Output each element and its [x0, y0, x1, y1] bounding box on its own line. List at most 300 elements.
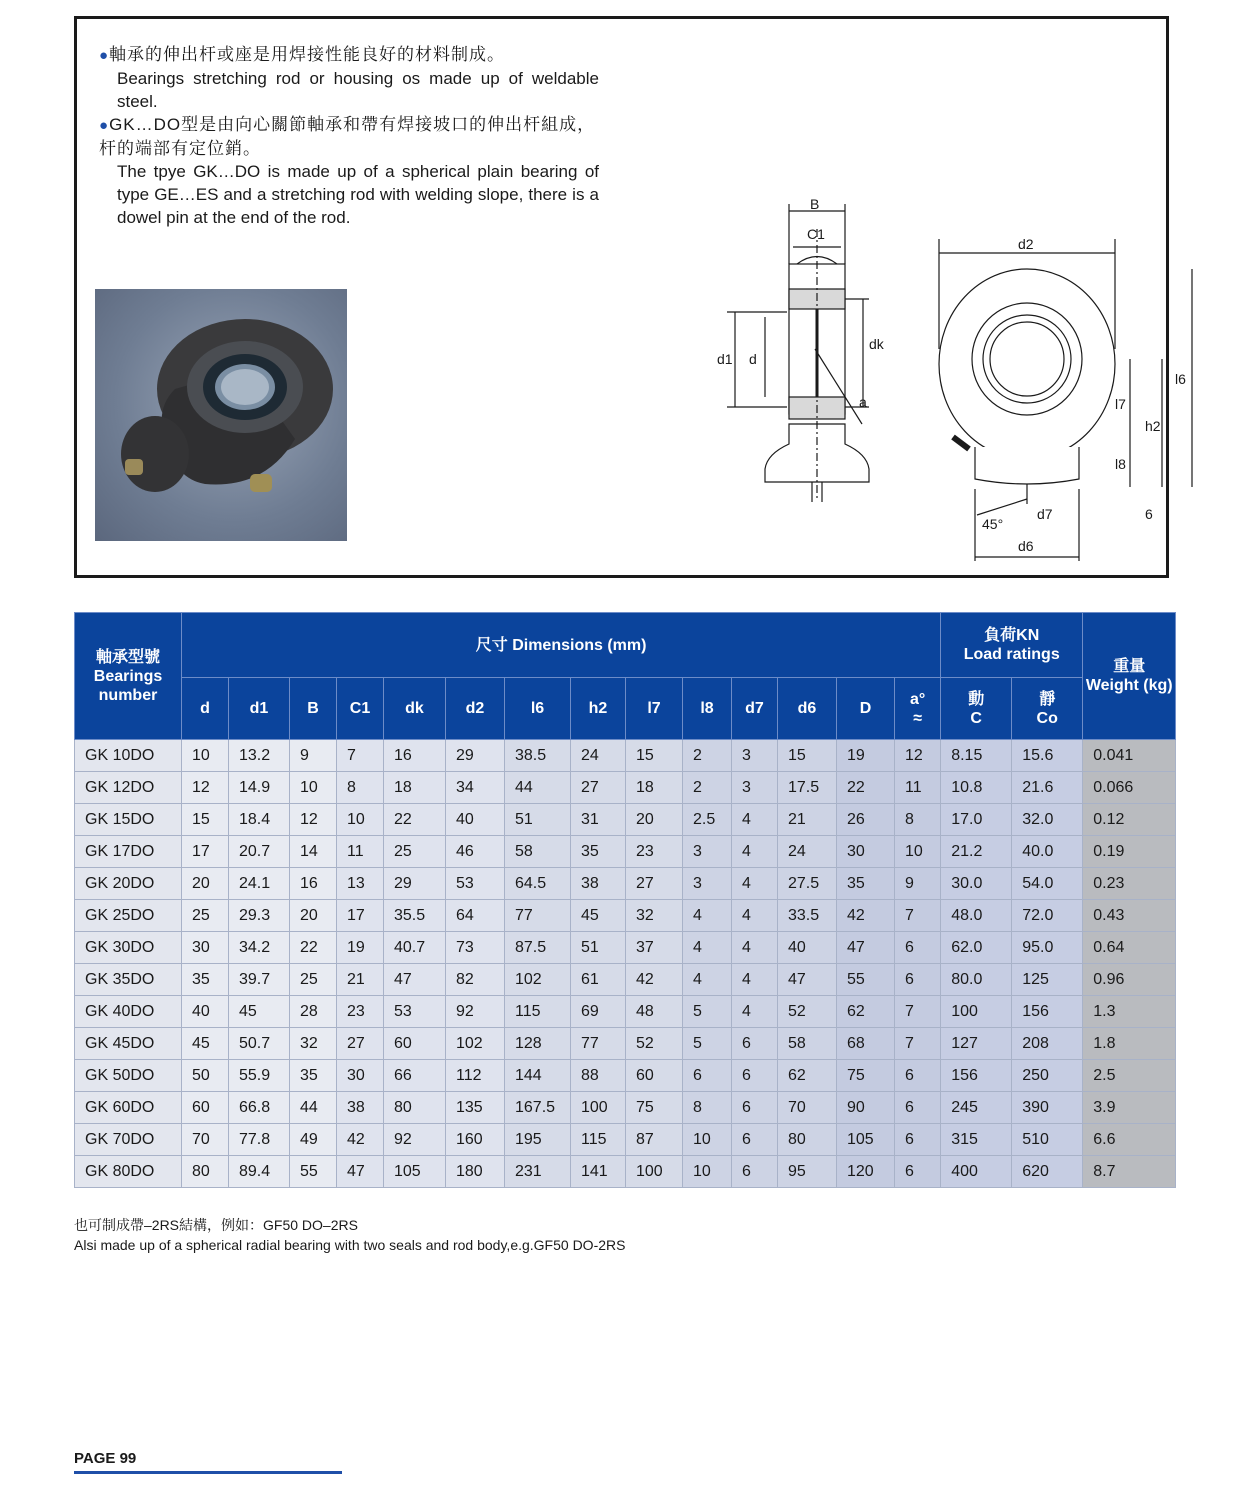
dimension-cell: 4: [683, 932, 732, 964]
dimension-cell: 25: [384, 836, 446, 868]
bullet2-en: The tpye GK…DO is made up of a spherical plain bearing of type GE…ES and a stretching rod with welding slope, there is a dowel pin at the end of the rod.: [117, 162, 599, 227]
model-cell: GK 12DO: [75, 772, 182, 804]
load-cell: 62.0: [941, 932, 1012, 964]
weight-cell: 0.64: [1083, 932, 1176, 964]
dimension-cell: 92: [384, 1124, 446, 1156]
dimension-cell: 112: [446, 1060, 505, 1092]
dimension-cell: 58: [505, 836, 571, 868]
dimension-cell: 22: [290, 932, 337, 964]
dimension-cell: 29: [384, 868, 446, 900]
weight-cell: 6.6: [1083, 1124, 1176, 1156]
dimension-cell: 75: [837, 1060, 895, 1092]
dimension-cell: 18: [384, 772, 446, 804]
label-d2: d2: [1018, 236, 1034, 252]
col-alpha: a° ≈: [895, 678, 941, 740]
col-l6: l6: [505, 678, 571, 740]
dimension-cell: 46: [446, 836, 505, 868]
table-row: [75, 900, 1176, 932]
dimension-cell: 12: [182, 772, 229, 804]
dimension-cell: 53: [384, 996, 446, 1028]
dimension-cell: 144: [505, 1060, 571, 1092]
dimension-cell: 8: [337, 772, 384, 804]
dimension-cell: 18: [626, 772, 683, 804]
dimension-cell: 32: [626, 900, 683, 932]
dimension-cell: 20.7: [229, 836, 290, 868]
page-number: PAGE 99: [74, 1450, 137, 1467]
dimension-cell: 10: [895, 836, 941, 868]
dimension-cell: 102: [446, 1028, 505, 1060]
col-d1: d1: [229, 678, 290, 740]
load-cell: 30.0: [941, 868, 1012, 900]
model-cell: GK 35DO: [75, 964, 182, 996]
dimension-cell: 37: [626, 932, 683, 964]
table-row: [75, 740, 1176, 772]
dimension-cell: 2: [683, 740, 732, 772]
dimension-cell: 8: [683, 1092, 732, 1124]
dimension-cell: 44: [505, 772, 571, 804]
bullet-dot: ●: [99, 47, 110, 64]
dimension-cell: 13.2: [229, 740, 290, 772]
dimension-cell: 27: [626, 868, 683, 900]
dimension-cell: 27: [337, 1028, 384, 1060]
load-cell: 400: [941, 1156, 1012, 1188]
dimension-cell: 40: [446, 804, 505, 836]
load-cell: 54.0: [1012, 868, 1083, 900]
dimension-cell: 39.7: [229, 964, 290, 996]
dimension-cell: 195: [505, 1124, 571, 1156]
dimension-cell: 35: [182, 964, 229, 996]
dimension-cell: 6: [895, 964, 941, 996]
dimension-cell: 52: [778, 996, 837, 1028]
dimension-cell: 31: [571, 804, 626, 836]
dimension-cell: 35.5: [384, 900, 446, 932]
dimension-cell: 70: [182, 1124, 229, 1156]
dimension-cell: 29.3: [229, 900, 290, 932]
dimension-cell: 24: [571, 740, 626, 772]
col-l7: l7: [626, 678, 683, 740]
dimension-cell: 88: [571, 1060, 626, 1092]
dimension-cell: 3: [683, 836, 732, 868]
col-static-load: 靜 Co: [1012, 678, 1083, 740]
dimension-cell: 70: [778, 1092, 837, 1124]
dimension-cell: 80: [384, 1092, 446, 1124]
table-row: [75, 868, 1176, 900]
load-cell: 8.15: [941, 740, 1012, 772]
dimension-cell: 160: [446, 1124, 505, 1156]
bullet2-zh: ●GK…DO型是由向心關節軸承和帶有焊接坡口的伸出杆組成，杆的端部有定位銷。: [99, 115, 596, 158]
footnote: [74, 1215, 625, 1255]
intro-text: [99, 43, 599, 229]
model-cell: GK 80DO: [75, 1156, 182, 1188]
dimension-cell: 38.5: [505, 740, 571, 772]
col-B: B: [290, 678, 337, 740]
dimension-cell: 45: [571, 900, 626, 932]
dimension-cell: 42: [626, 964, 683, 996]
load-cell: 17.0: [941, 804, 1012, 836]
dimension-cell: 4: [683, 900, 732, 932]
dimension-cell: 20: [182, 868, 229, 900]
model-cell: GK 17DO: [75, 836, 182, 868]
label-B: B: [810, 196, 820, 212]
dimension-cell: 62: [778, 1060, 837, 1092]
dimension-cell: 60: [626, 1060, 683, 1092]
label-a: a: [859, 394, 867, 410]
dimension-cell: 42: [337, 1124, 384, 1156]
dimension-cell: 100: [626, 1156, 683, 1188]
dimension-cell: 10: [683, 1156, 732, 1188]
model-cell: GK 20DO: [75, 868, 182, 900]
dimension-cell: 25: [182, 900, 229, 932]
dimension-cell: 62: [837, 996, 895, 1028]
dimension-cell: 68: [837, 1028, 895, 1060]
dimension-cell: 4: [683, 964, 732, 996]
dimension-cell: 27: [571, 772, 626, 804]
dimension-cell: 100: [571, 1092, 626, 1124]
dimension-cell: 8: [895, 804, 941, 836]
dimension-cell: 55: [837, 964, 895, 996]
label-d: d: [749, 351, 757, 367]
dimension-cell: 69: [571, 996, 626, 1028]
model-cell: GK 60DO: [75, 1092, 182, 1124]
dimension-cell: 25: [290, 964, 337, 996]
col-d2: d2: [446, 678, 505, 740]
dimension-cell: 73: [446, 932, 505, 964]
label-l7: l7: [1115, 396, 1126, 412]
dimension-cell: 77.8: [229, 1124, 290, 1156]
col-l8: l8: [683, 678, 732, 740]
weight-cell: 0.041: [1083, 740, 1176, 772]
load-cell: 15.6: [1012, 740, 1083, 772]
dimension-cell: 2.5: [683, 804, 732, 836]
dimension-cell: 47: [384, 964, 446, 996]
label-6: 6: [1145, 506, 1153, 522]
dimension-cell: 80: [778, 1124, 837, 1156]
dimension-cell: 23: [337, 996, 384, 1028]
dimension-cell: 7: [895, 1028, 941, 1060]
dimension-cell: 34.2: [229, 932, 290, 964]
table-body: [75, 740, 1176, 1188]
dimension-cell: 15: [626, 740, 683, 772]
dimension-cell: 66: [384, 1060, 446, 1092]
dimension-cell: 50: [182, 1060, 229, 1092]
load-cell: 208: [1012, 1028, 1083, 1060]
table-row: [75, 804, 1176, 836]
weight-cell: 8.7: [1083, 1156, 1176, 1188]
dimension-cell: 30: [837, 836, 895, 868]
dimension-cell: 60: [384, 1028, 446, 1060]
dimension-cell: 17.5: [778, 772, 837, 804]
bullet1-en: Bearings stretching rod or housing os made up of weldable steel.: [117, 69, 599, 111]
dimension-cell: 51: [571, 932, 626, 964]
table-row: [75, 932, 1176, 964]
weight-cell: 0.43: [1083, 900, 1176, 932]
dimension-cell: 3: [683, 868, 732, 900]
load-cell: 80.0: [941, 964, 1012, 996]
dimension-cell: 12: [895, 740, 941, 772]
dimension-cell: 58: [778, 1028, 837, 1060]
dimension-cell: 32: [290, 1028, 337, 1060]
dimension-cell: 120: [837, 1156, 895, 1188]
dimension-cell: 167.5: [505, 1092, 571, 1124]
dimension-cell: 6: [895, 932, 941, 964]
dimension-cell: 15: [182, 804, 229, 836]
dimension-cell: 30: [337, 1060, 384, 1092]
weight-cell: 0.19: [1083, 836, 1176, 868]
dimension-cell: 47: [837, 932, 895, 964]
footnote-en: Alsi made up of a spherical radial bearing with two seals and rod body,e.g.GF50 DO-2RS: [74, 1237, 626, 1253]
dimension-cell: 89.4: [229, 1156, 290, 1188]
dimension-cell: 7: [895, 900, 941, 932]
weight-cell: 3.9: [1083, 1092, 1176, 1124]
dimension-cell: 9: [895, 868, 941, 900]
label-l6: l6: [1175, 371, 1186, 387]
dimension-cell: 77: [505, 900, 571, 932]
model-cell: GK 40DO: [75, 996, 182, 1028]
dimension-cell: 22: [837, 772, 895, 804]
dimension-cell: 17: [337, 900, 384, 932]
load-cell: 95.0: [1012, 932, 1083, 964]
col-dynamic-load: 動 C: [941, 678, 1012, 740]
dimension-cell: 90: [837, 1092, 895, 1124]
table-row: [75, 1124, 1176, 1156]
weight-header: 重量 Weight (kg): [1083, 613, 1176, 740]
dimension-cell: 128: [505, 1028, 571, 1060]
model-cell: GK 25DO: [75, 900, 182, 932]
dimension-cell: 11: [337, 836, 384, 868]
dimension-cell: 115: [571, 1124, 626, 1156]
dimension-cell: 6: [895, 1124, 941, 1156]
col-C1: C1: [337, 678, 384, 740]
footnote-zh: 也可制成帶–2RS結構，例如：GF50 DO–2RS: [74, 1217, 358, 1233]
dimension-cell: 7: [895, 996, 941, 1028]
dimension-cell: 16: [384, 740, 446, 772]
load-cell: 40.0: [1012, 836, 1083, 868]
table-row: [75, 1028, 1176, 1060]
dimension-cell: 4: [732, 868, 778, 900]
dimension-cell: 33.5: [778, 900, 837, 932]
dimension-cell: 6: [895, 1060, 941, 1092]
dimension-cell: 29: [446, 740, 505, 772]
load-cell: 390: [1012, 1092, 1083, 1124]
dimension-cell: 87: [626, 1124, 683, 1156]
dimension-cell: 6: [732, 1028, 778, 1060]
dimension-cell: 21: [337, 964, 384, 996]
dimension-cell: 35: [837, 868, 895, 900]
dimension-cell: 231: [505, 1156, 571, 1188]
dimension-cell: 21: [778, 804, 837, 836]
dimension-cell: 28: [290, 996, 337, 1028]
dimension-cell: 87.5: [505, 932, 571, 964]
dimension-cell: 5: [683, 1028, 732, 1060]
load-cell: 10.8: [941, 772, 1012, 804]
load-cell: 250: [1012, 1060, 1083, 1092]
dimension-cell: 20: [626, 804, 683, 836]
dimension-cell: 4: [732, 836, 778, 868]
dimension-cell: 10: [290, 772, 337, 804]
weight-cell: 1.3: [1083, 996, 1176, 1028]
table-row: [75, 996, 1176, 1028]
load-cell: 72.0: [1012, 900, 1083, 932]
dimension-cell: 24: [778, 836, 837, 868]
label-l8: l8: [1115, 456, 1126, 472]
dimension-cell: 60: [182, 1092, 229, 1124]
dimension-cell: 92: [446, 996, 505, 1028]
dimension-cell: 44: [290, 1092, 337, 1124]
col-dk: dk: [384, 678, 446, 740]
dimension-cell: 4: [732, 804, 778, 836]
load-cell: 100: [941, 996, 1012, 1028]
dimension-cell: 102: [505, 964, 571, 996]
product-photo: [95, 289, 347, 541]
weight-cell: 0.96: [1083, 964, 1176, 996]
dimension-cell: 10: [683, 1124, 732, 1156]
label-d6: d6: [1018, 538, 1034, 554]
dimension-cell: 30: [182, 932, 229, 964]
dimension-cell: 40: [778, 932, 837, 964]
dimension-cell: 14.9: [229, 772, 290, 804]
table-row: [75, 964, 1176, 996]
table-row: [75, 1060, 1176, 1092]
dimension-cell: 53: [446, 868, 505, 900]
dimension-cell: 23: [626, 836, 683, 868]
dimension-cell: 64.5: [505, 868, 571, 900]
dimension-cell: 38: [337, 1092, 384, 1124]
weight-cell: 0.066: [1083, 772, 1176, 804]
label-h2: h2: [1145, 418, 1161, 434]
dimension-cell: 45: [229, 996, 290, 1028]
dimension-cell: 18.4: [229, 804, 290, 836]
dimension-cell: 3: [732, 740, 778, 772]
dimension-cell: 20: [290, 900, 337, 932]
load-cell: 21.6: [1012, 772, 1083, 804]
load-cell: 620: [1012, 1156, 1083, 1188]
dimension-cell: 3: [732, 772, 778, 804]
model-header: 軸承型號 Bearings number: [75, 613, 182, 740]
dimension-cell: 135: [446, 1092, 505, 1124]
dimension-cell: 11: [895, 772, 941, 804]
dimension-cell: 4: [732, 932, 778, 964]
dimension-cell: 14: [290, 836, 337, 868]
dimension-cell: 16: [290, 868, 337, 900]
dimension-cell: 12: [290, 804, 337, 836]
dimensions-table: [74, 612, 1176, 1188]
col-d: d: [182, 678, 229, 740]
dimension-cell: 75: [626, 1092, 683, 1124]
load-cell: 48.0: [941, 900, 1012, 932]
dimension-cell: 5: [683, 996, 732, 1028]
dimension-cell: 4: [732, 996, 778, 1028]
dimension-cell: 40: [182, 996, 229, 1028]
dimension-cell: 22: [384, 804, 446, 836]
technical-drawing: [637, 169, 1186, 559]
dimension-cell: 61: [571, 964, 626, 996]
label-45deg: 45°: [982, 516, 1004, 532]
dimension-cell: 77: [571, 1028, 626, 1060]
table-row: [75, 1092, 1176, 1124]
model-cell: GK 45DO: [75, 1028, 182, 1060]
model-cell: GK 50DO: [75, 1060, 182, 1092]
dimension-cell: 45: [182, 1028, 229, 1060]
dimension-cell: 52: [626, 1028, 683, 1060]
load-cell: 125: [1012, 964, 1083, 996]
dimension-cell: 24.1: [229, 868, 290, 900]
column-header-row: [75, 678, 1176, 740]
dimension-cell: 141: [571, 1156, 626, 1188]
model-cell: GK 70DO: [75, 1124, 182, 1156]
dimension-cell: 105: [837, 1124, 895, 1156]
dimension-cell: 48: [626, 996, 683, 1028]
page-rule: [74, 1471, 342, 1474]
dimension-cell: 2: [683, 772, 732, 804]
dimension-cell: 7: [337, 740, 384, 772]
dimension-cell: 35: [571, 836, 626, 868]
load-cell: 127: [941, 1028, 1012, 1060]
dimension-cell: 50.7: [229, 1028, 290, 1060]
table-row: [75, 772, 1176, 804]
dimension-cell: 82: [446, 964, 505, 996]
load-cell: 156: [941, 1060, 1012, 1092]
dimension-cell: 35: [290, 1060, 337, 1092]
bullet1-zh: ●軸承的伸出杆或座是用焊接性能良好的材料制成。: [99, 45, 506, 64]
load-cell: 32.0: [1012, 804, 1083, 836]
dimension-cell: 9: [290, 740, 337, 772]
col-d7: d7: [732, 678, 778, 740]
load-header: 負荷KN Load ratings: [941, 613, 1083, 678]
dimension-cell: 180: [446, 1156, 505, 1188]
dimension-cell: 38: [571, 868, 626, 900]
dimension-cell: 6: [732, 1156, 778, 1188]
table-row: [75, 1156, 1176, 1188]
load-cell: 21.2: [941, 836, 1012, 868]
dimension-cell: 26: [837, 804, 895, 836]
weight-cell: 0.23: [1083, 868, 1176, 900]
dimension-cell: 115: [505, 996, 571, 1028]
label-d7: d7: [1037, 506, 1053, 522]
dimension-cell: 40.7: [384, 932, 446, 964]
dimension-cell: 10: [337, 804, 384, 836]
dimension-cell: 10: [182, 740, 229, 772]
dimension-cell: 49: [290, 1124, 337, 1156]
label-dk: dk: [869, 336, 884, 352]
weight-cell: 1.8: [1083, 1028, 1176, 1060]
dimension-cell: 55: [290, 1156, 337, 1188]
dimension-cell: 34: [446, 772, 505, 804]
load-cell: 510: [1012, 1124, 1083, 1156]
dimension-cell: 6: [732, 1124, 778, 1156]
col-d6: d6: [778, 678, 837, 740]
model-cell: GK 15DO: [75, 804, 182, 836]
dimension-cell: 13: [337, 868, 384, 900]
dimension-cell: 4: [732, 900, 778, 932]
dimension-cell: 17: [182, 836, 229, 868]
weight-cell: 2.5: [1083, 1060, 1176, 1092]
dimension-cell: 105: [384, 1156, 446, 1188]
model-cell: GK 10DO: [75, 740, 182, 772]
dimension-cell: 47: [337, 1156, 384, 1188]
intro-box: [74, 16, 1186, 578]
load-cell: 156: [1012, 996, 1083, 1028]
bullet-dot: ●: [99, 117, 110, 134]
dimensions-header: 尺寸 Dimensions (mm): [182, 613, 941, 678]
dimension-cell: 6: [683, 1060, 732, 1092]
dimension-cell: 27.5: [778, 868, 837, 900]
col-D: D: [837, 678, 895, 740]
weight-cell: 0.12: [1083, 804, 1176, 836]
dimension-cell: 42: [837, 900, 895, 932]
label-C1: C1: [807, 226, 825, 242]
dimension-cell: 95: [778, 1156, 837, 1188]
dimension-cell: 55.9: [229, 1060, 290, 1092]
